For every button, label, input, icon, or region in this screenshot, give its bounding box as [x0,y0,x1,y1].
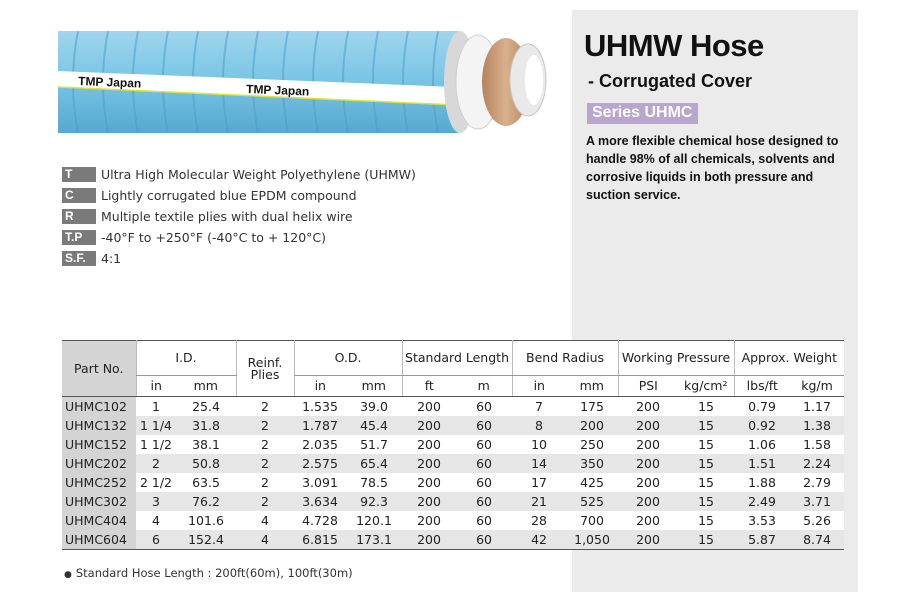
spec-text: Ultra High Molecular Weight Polyethylene (UHMW) [101,167,416,182]
table-cell: 4.728 [294,511,346,530]
spec-text: Lightly corrugated blue EPDM compound [101,188,357,203]
footnote [64,566,353,580]
table-cell: 0.79 [734,397,790,417]
table-cell: 1.51 [734,454,790,473]
table-cell: 2 [236,397,294,417]
table-cell: 10 [512,435,566,454]
table-cell: 152.4 [176,530,236,550]
table-cell: 0.92 [734,416,790,435]
table-cell: 50.8 [176,454,236,473]
spec-code: T [62,167,96,182]
table-cell: 5.26 [790,511,844,530]
part-number-cell: UHMC202 [62,454,136,473]
table-cell: 1.38 [790,416,844,435]
hose-illustration [58,25,570,140]
spec-text: -40°F to +250°F (-40°C to + 120°C) [101,230,327,245]
table-cell: 15 [678,454,734,473]
table-row [62,416,844,435]
unit-cell: mm [566,376,618,397]
table-cell: 31.8 [176,416,236,435]
table-cell: 14 [512,454,566,473]
table-cell: 425 [566,473,618,492]
table-cell: 3.634 [294,492,346,511]
table-cell: 200 [618,530,678,550]
table-cell: 42 [512,530,566,550]
table-cell: 200 [402,416,456,435]
part-number-cell: UHMC102 [62,397,136,417]
table-cell: 7 [512,397,566,417]
table-cell: 60 [456,473,512,492]
table-cell: 2.24 [790,454,844,473]
table-cell: 1 1/2 [136,435,176,454]
table-cell: 28 [512,511,566,530]
header-reinf-plies: Reinf. Plies [236,341,294,397]
table-cell: 45.4 [346,416,402,435]
table-cell: 525 [566,492,618,511]
table-cell: 39.0 [346,397,402,417]
table-row [62,530,844,550]
table-cell: 2.49 [734,492,790,511]
table-row [62,397,844,417]
table-cell: 1.58 [790,435,844,454]
table-cell: 2 [236,473,294,492]
table-cell: 2 1/2 [136,473,176,492]
table-cell: 1 [136,397,176,417]
table-cell: 4 [236,530,294,550]
product-subtitle: - Corrugated Cover [588,71,753,91]
table-cell: 1.06 [734,435,790,454]
footnote-text: Standard Hose Length : 200ft(60m), 100ft(30m) [75,566,353,580]
table-cell: 200 [618,454,678,473]
table-cell: 120.1 [346,511,402,530]
unit-cell: m [456,376,512,397]
table-cell: 3.091 [294,473,346,492]
table-cell: 5.87 [734,530,790,550]
unit-cell: kg/cm² [678,376,734,397]
table-cell: 101.6 [176,511,236,530]
table-cell: 1.787 [294,416,346,435]
header-approx-weight: Approx. Weight [734,341,844,376]
table-cell: 700 [566,511,618,530]
table-cell: 200 [402,397,456,417]
table-cell: 92.3 [346,492,402,511]
table-row [62,435,844,454]
table-cell: 6 [136,530,176,550]
table-cell: 3 [136,492,176,511]
table-cell: 2.035 [294,435,346,454]
unit-cell: kg/m [790,376,844,397]
unit-cell: in [512,376,566,397]
spec-list [62,164,416,269]
table-cell: 1 1/4 [136,416,176,435]
spec-text: Multiple textile plies with dual helix wire [101,209,353,224]
unit-row [62,376,844,397]
table-cell: 15 [678,435,734,454]
table-cell: 60 [456,454,512,473]
spec-row-cover [62,185,416,206]
product-title: UHMW Hose [584,28,764,63]
unit-cell: mm [346,376,402,397]
spec-code: C [62,188,96,203]
table-cell: 51.7 [346,435,402,454]
table-cell: 3.71 [790,492,844,511]
table-cell: 200 [618,397,678,417]
table-cell: 6.815 [294,530,346,550]
unit-cell: in [294,376,346,397]
table-cell: 2 [236,492,294,511]
table-cell: 200 [402,530,456,550]
table-cell: 200 [402,435,456,454]
table-cell: 60 [456,530,512,550]
spec-code: R [62,209,96,224]
header-id: I.D. [136,341,236,376]
table-cell: 350 [566,454,618,473]
bullet-icon: ● [64,570,72,580]
table-cell: 250 [566,435,618,454]
table-cell: 175 [566,397,618,417]
table-cell: 4 [236,511,294,530]
table-cell: 1.17 [790,397,844,417]
table-cell: 21 [512,492,566,511]
table-cell: 1,050 [566,530,618,550]
header-od: O.D. [294,341,402,376]
spec-row-reinforcement [62,206,416,227]
header-standard-length: Standard Length [402,341,512,376]
table-cell: 38.1 [176,435,236,454]
table-cell: 1.88 [734,473,790,492]
unit-cell: PSI [618,376,678,397]
table-cell: 15 [678,397,734,417]
table-row [62,511,844,530]
table-cell: 65.4 [346,454,402,473]
table-cell: 15 [678,492,734,511]
unit-cell: mm [176,376,236,397]
table-cell: 200 [618,511,678,530]
table-cell: 200 [618,492,678,511]
table-row [62,454,844,473]
table-row [62,492,844,511]
series-badge: Series UHMC [587,103,698,124]
unit-cell: ft [402,376,456,397]
table-cell: 15 [678,416,734,435]
table-cell: 200 [402,473,456,492]
table-cell: 15 [678,511,734,530]
table-cell: 15 [678,530,734,550]
part-number-cell: UHMC252 [62,473,136,492]
table-cell: 200 [618,435,678,454]
table-cell: 76.2 [176,492,236,511]
brand-label-2: TMP Japan [245,82,310,99]
table-cell: 17 [512,473,566,492]
table-body [62,397,844,550]
table-cell: 60 [456,511,512,530]
table-cell: 25.4 [176,397,236,417]
spec-row-safety-factor [62,248,416,269]
spec-table [62,340,844,550]
table-cell: 1.535 [294,397,346,417]
table-cell: 2 [236,416,294,435]
table-cell: 4 [136,511,176,530]
spec-code: S.F. [62,251,96,266]
part-number-cell: UHMC152 [62,435,136,454]
table-cell: 2.575 [294,454,346,473]
table-cell: 2 [236,435,294,454]
unit-cell: in [136,376,176,397]
table-row [62,473,844,492]
table-cell: 8.74 [790,530,844,550]
table-cell: 60 [456,416,512,435]
table-cell: 2.79 [790,473,844,492]
spec-text: 4:1 [101,251,122,266]
spec-row-tube [62,164,416,185]
table-cell: 200 [402,454,456,473]
table-cell: 200 [566,416,618,435]
part-number-cell: UHMC302 [62,492,136,511]
brand-label-1: TMP Japan [77,74,142,91]
table-cell: 2 [236,454,294,473]
table-cell: 63.5 [176,473,236,492]
table-cell: 15 [678,473,734,492]
table-cell: 3.53 [734,511,790,530]
product-description: A more flexible chemical hose designed to handle 98% of all chemicals, solvents and corrosive liquids in both pressure and suction service. [586,134,839,202]
header-bend-radius: Bend Radius [512,341,618,376]
table-cell: 173.1 [346,530,402,550]
part-number-cell: UHMC132 [62,416,136,435]
table-cell: 200 [618,416,678,435]
table-cell: 60 [456,397,512,417]
spec-code: T.P [62,230,96,245]
table-cell: 200 [402,492,456,511]
table-cell: 60 [456,435,512,454]
spec-row-temperature [62,227,416,248]
part-number-cell: UHMC604 [62,530,136,550]
table-cell: 78.5 [346,473,402,492]
table-cell: 2 [136,454,176,473]
table-cell: 200 [402,511,456,530]
header-working-pressure: Working Pressure [618,341,734,376]
part-number-cell: UHMC404 [62,511,136,530]
table-cell: 200 [618,473,678,492]
table-cell: 8 [512,416,566,435]
unit-cell: lbs/ft [734,376,790,397]
table-cell: 60 [456,492,512,511]
header-part-no: Part No. [62,341,136,397]
